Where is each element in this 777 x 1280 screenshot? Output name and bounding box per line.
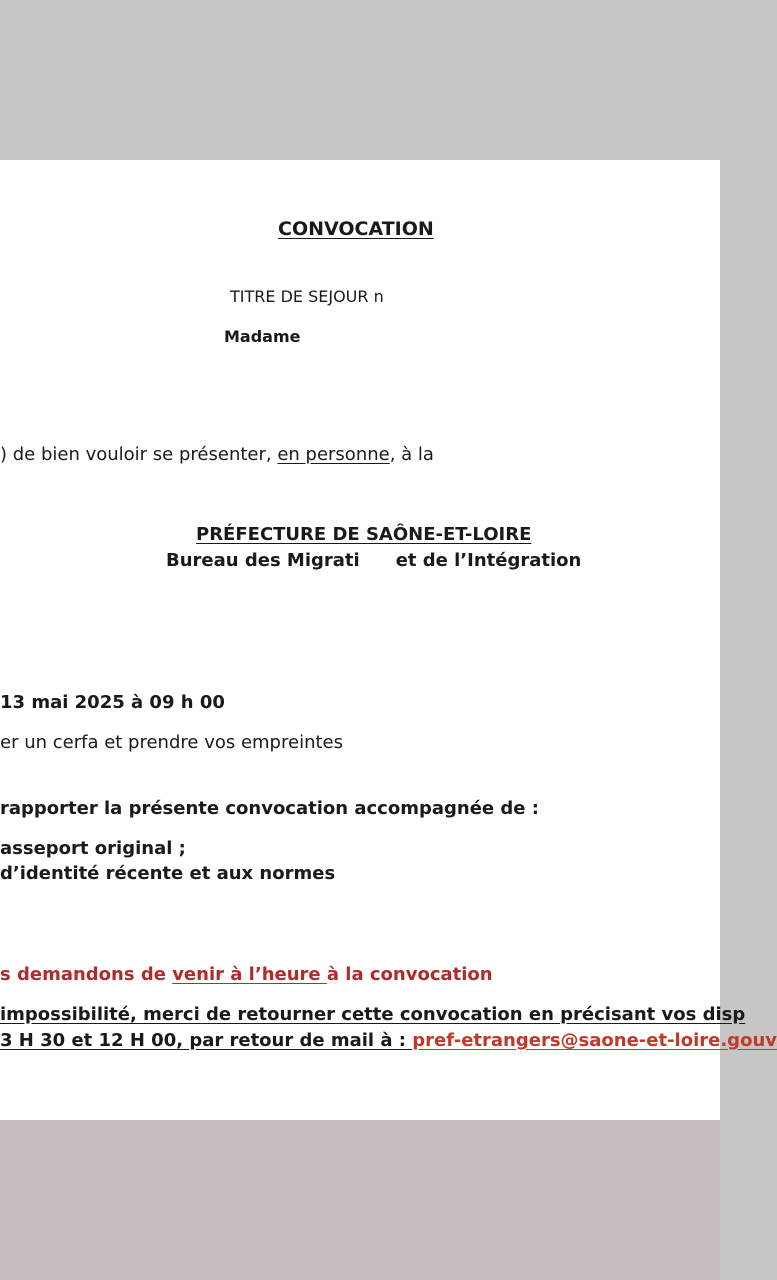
document-item: asseport original ; xyxy=(0,838,186,859)
top-letterbox xyxy=(0,0,720,160)
purpose-line: er un cerfa et prendre vos empreintes xyxy=(0,732,343,753)
permit-line: TITRE DE SEJOUR n xyxy=(230,287,384,306)
punctuality-before: s demandons de xyxy=(0,964,173,985)
request-line xyxy=(0,444,434,466)
document-item: d’identité récente et aux normes xyxy=(0,863,336,884)
document-title: CONVOCATION xyxy=(278,218,434,240)
contact-email-link[interactable]: pref-etrangers@saone-et-loire.gouv xyxy=(412,1030,777,1051)
punctuality-emphasis: venir à l’heure xyxy=(172,964,327,985)
bottom-letterbox xyxy=(0,1120,720,1280)
request-after: , à la xyxy=(389,444,434,465)
documents-intro: rapporter la présente convocation accompagnée de : xyxy=(0,798,539,819)
bureau-line xyxy=(166,550,581,572)
request-emphasis: en personne xyxy=(277,444,390,465)
bureau-part2: et de l’Intégration xyxy=(395,550,582,571)
appointment-date: 13 mai 2025 à 09 h 00 xyxy=(0,692,225,713)
punctuality-after: à la convocation xyxy=(326,964,493,985)
request-before: ) de bien vouloir se présenter, xyxy=(0,444,278,465)
bureau-part1: Bureau des Migrati xyxy=(166,550,360,571)
office-name: PRÉFECTURE DE SAÔNE-ET-LOIRE xyxy=(196,524,532,545)
contact-before: 3 H 30 et 12 H 00, par retour de mail à : xyxy=(0,1030,413,1051)
punctuality-notice xyxy=(0,964,493,986)
addressee: Madame xyxy=(224,327,301,346)
contact-line xyxy=(0,1030,777,1052)
document-page xyxy=(0,160,777,1120)
impossibility-line: impossibilité, merci de retourner cette convocation en précisant vos disp xyxy=(0,1004,746,1025)
